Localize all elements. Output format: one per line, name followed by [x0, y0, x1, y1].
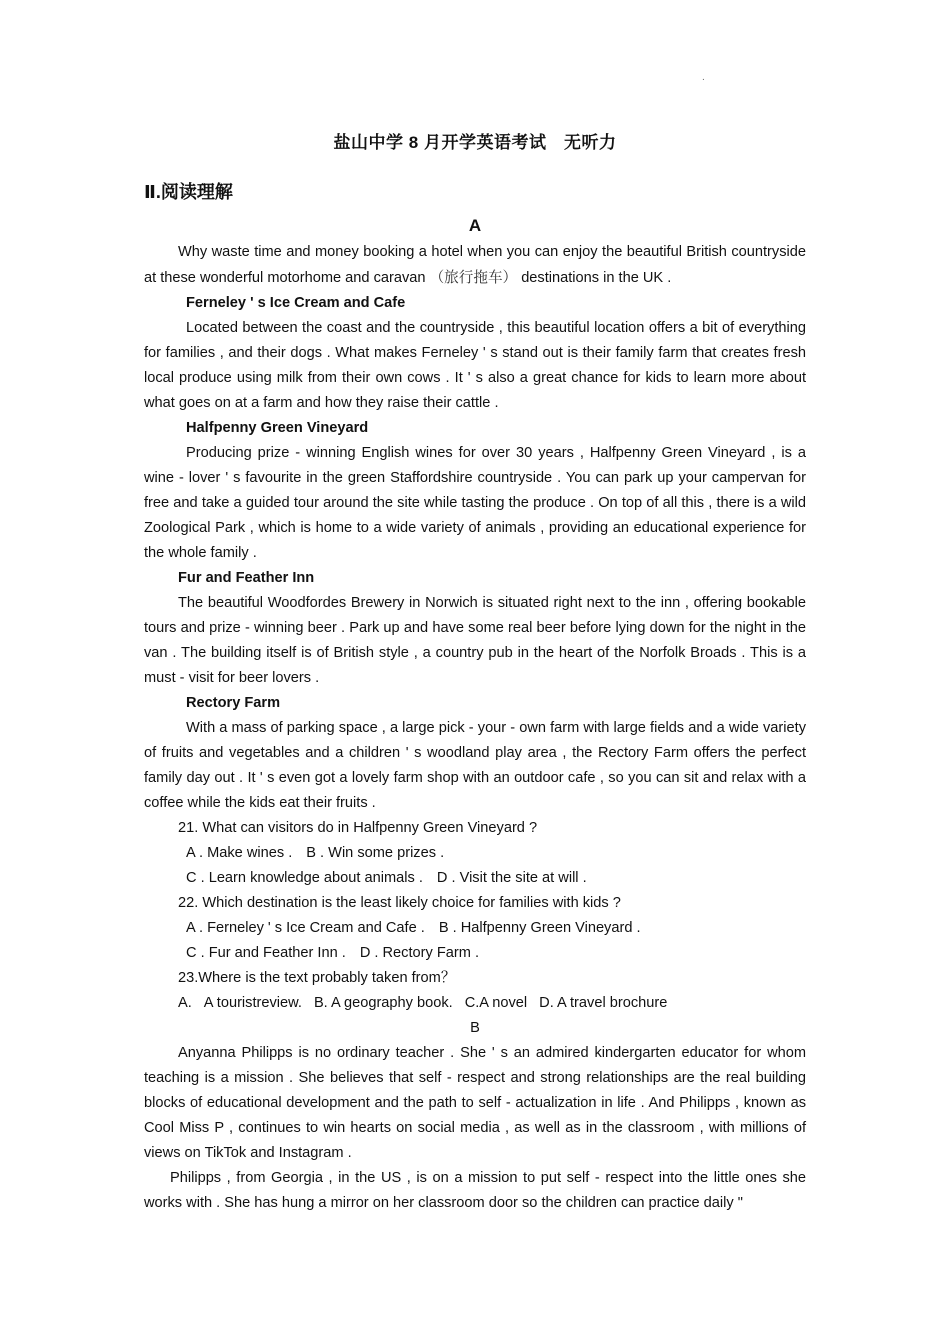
option-c: C . Fur and Feather Inn .: [186, 945, 346, 961]
section-heading: Ⅱ.阅读理解: [144, 182, 233, 202]
intro-text: Why waste time and money booking a hotel when you can enjoy the beautiful British countryside at these wonderful motorhome and caravan: [144, 244, 806, 286]
document-body: [144, 240, 806, 1216]
place-heading: Halfpenny Green Vineyard: [186, 420, 369, 436]
option-c: C.A novel: [464, 995, 528, 1011]
passage-a-label: A: [468, 216, 482, 235]
passage-b-paragraph-2: Philipps , from Georgia , in the US , is on a mission to put self - respect into the little ones she works with . She has hung a mirror on her classroom door so the children can practice daily ": [144, 1170, 806, 1211]
question-21-options-row1: [144, 841, 806, 866]
intro-chinese-note: （旅行拖车）: [429, 269, 518, 286]
place-heading: Ferneley ' s Ice Cream and Cafe: [186, 295, 406, 311]
passage-b-label: B: [470, 1020, 480, 1036]
option-b: B . Win some prizes .: [306, 845, 445, 861]
question-23-options: [144, 991, 806, 1016]
question-21: 21. What can visitors do in Halfpenny Green Vineyard ?: [178, 820, 538, 836]
question-22-options-row1: [144, 916, 806, 941]
option-b: B. A geography book.: [313, 995, 453, 1011]
option-d: D . Rectory Farm .: [359, 945, 480, 961]
question-22: 22. Which destination is the least likely choice for families with kids ?: [178, 895, 621, 911]
option-d: D. A travel brochure: [539, 995, 668, 1011]
option-a: A touristreview.: [203, 995, 302, 1011]
question-23: 23.Where is the text probably taken from？: [178, 970, 456, 986]
place-paragraph: Located between the coast and the countryside , this beautiful location offers a bit of everything for families , and their dogs . What makes Ferneley ' s stand out is their family farm that creates fresh local produce using milk from their own cows . It ' s also a great chance for kids to learn more about what goes on at a farm and how they raise their cattle .: [144, 320, 806, 411]
passage-b-paragraph-1: Anyanna Philipps is no ordinary teacher . She ' s an admired kindergarten educator for whom teaching is a mission . She believes that self - respect and strong relationships are the real building blocks of educational development and the path to self - actualization in life . And Philipps , known as Cool Miss P , continues to win hearts on social media , as well as in the classroom , with millions of views on TikTok and Instagram .: [144, 1045, 806, 1161]
place-paragraph: Producing prize - winning English wines for over 30 years , Halfpenny Green Vineyard , is a wine - lover ' s favourite in the green Staffordshire countryside . You can park up your campervan for free and take a guided tour around the site while tasting the produce . On top of all this , there is a wild Zoological Park , which is home to a wide variety of animals , providing an educational experience for the whole family .: [144, 445, 806, 561]
intro-text-end: destinations in the UK .: [517, 270, 672, 286]
place-paragraph: With a mass of parking space , a large pick - your - own farm with large fields and a wide variety of fruits and vegetables and a children ' s woodland play area , the Rectory Farm offers the perfect family day out . It ' s even got a lovely farm shop with an outdoor cafe , so you can sit and relax with a coffee while the kids eat their fruits .: [144, 720, 806, 811]
place-heading: Rectory Farm: [186, 695, 281, 711]
passage-a-intro: [144, 240, 806, 291]
place-paragraph: The beautiful Woodfordes Brewery in Norwich is situated right next to the inn , offering bookable tours and prize - winning beer . Park up and have some real beer before lying down for the night in the van . The building itself is of British style , a country pub in the heart of the Norfolk Broads . This is a must - visit for beer lovers .: [144, 595, 806, 686]
option-a-letter: A.: [178, 995, 192, 1011]
option-b: B . Halfpenny Green Vineyard .: [438, 920, 641, 936]
question-21-options-row2: [144, 866, 806, 891]
question-22-options-row2: [144, 941, 806, 966]
option-a: A . Make wines .: [186, 845, 293, 861]
header-dot: .: [702, 72, 705, 83]
exam-title: 盐山中学 8 月开学英语考试 无听力: [333, 133, 617, 152]
place-heading: Fur and Feather Inn: [178, 570, 315, 586]
option-a: A . Ferneley ' s Ice Cream and Cafe .: [186, 920, 425, 936]
option-d: D . Visit the site at will .: [436, 870, 587, 886]
option-c: C . Learn knowledge about animals .: [186, 870, 423, 886]
